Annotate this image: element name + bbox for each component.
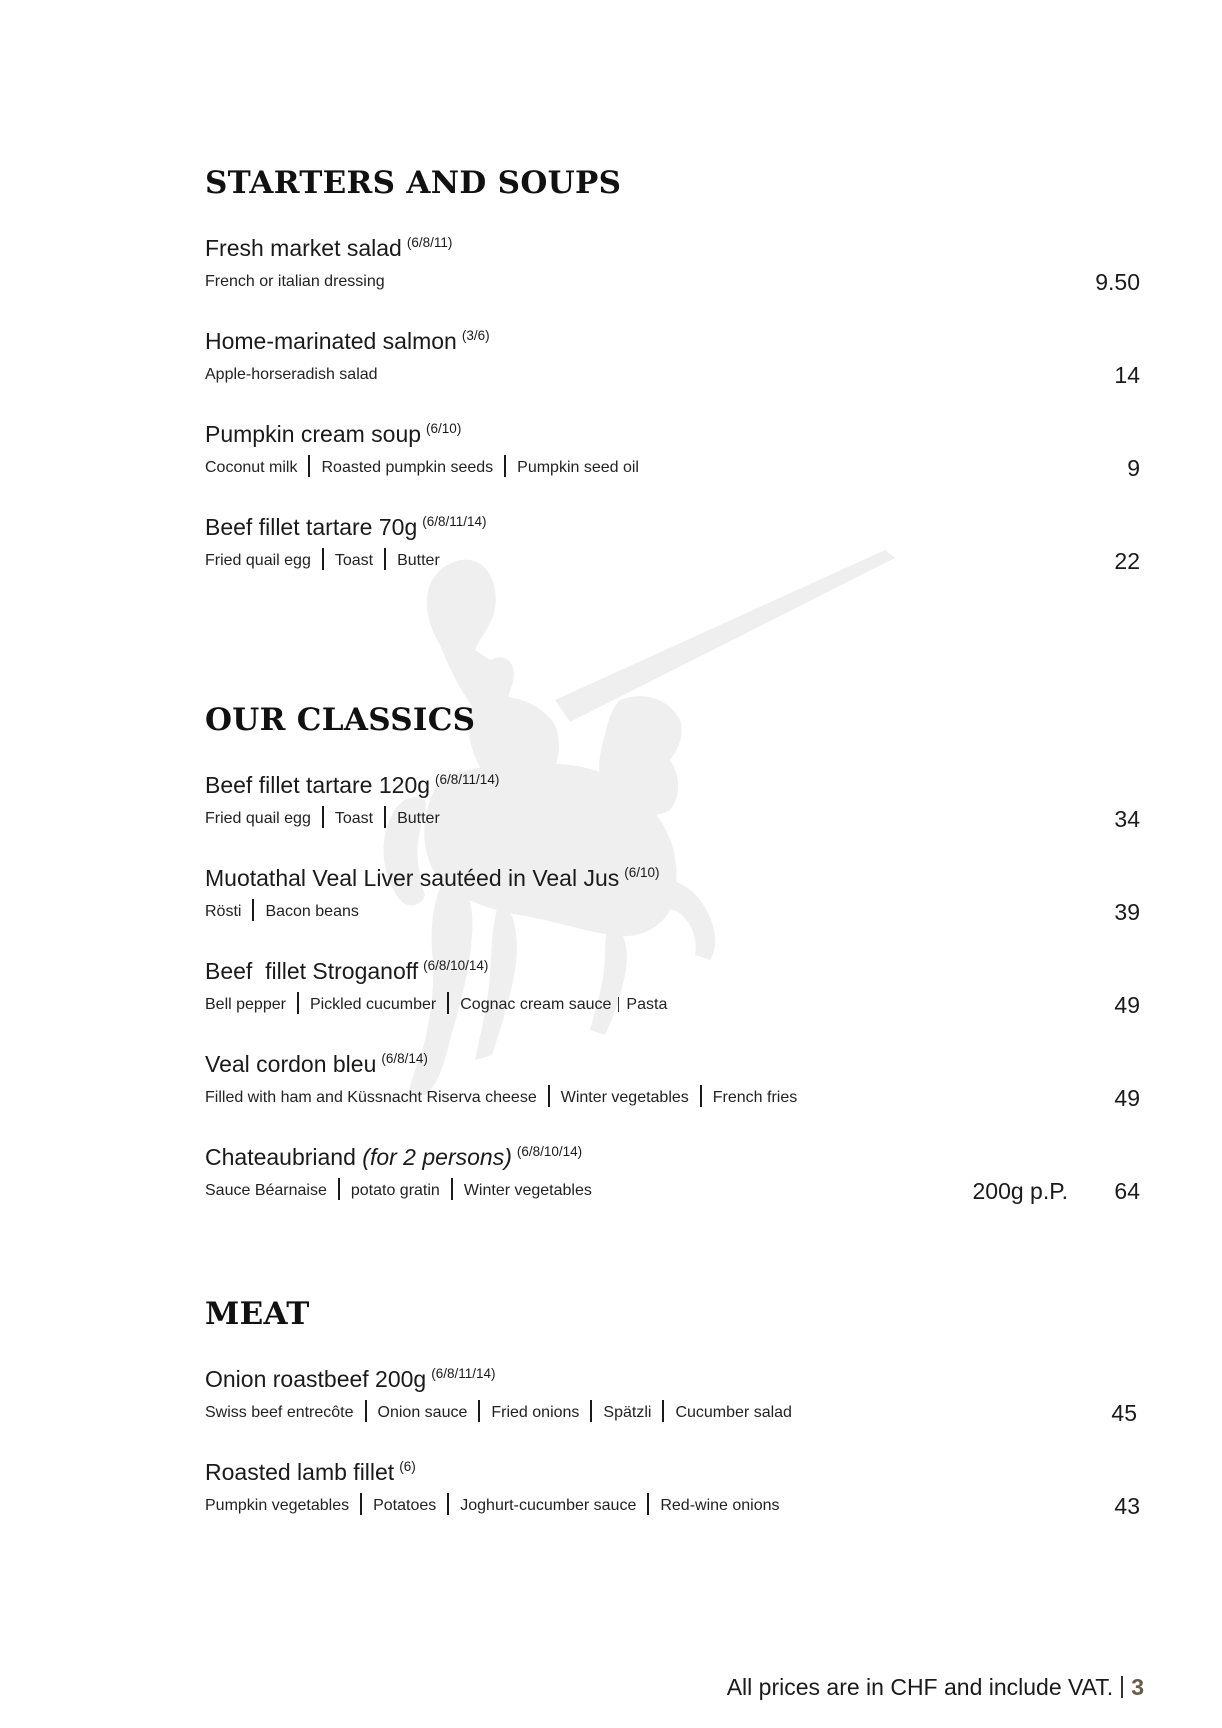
allergen-codes: (6/8/10/14)	[423, 958, 489, 974]
item-price: 9.50	[1095, 269, 1140, 295]
allergen-codes: (6/8/10/14)	[516, 1144, 583, 1160]
section-title: OUR CLASSICS	[205, 702, 476, 738]
item-price: 49	[1114, 992, 1140, 1018]
page-number: 3	[1131, 1674, 1144, 1700]
separator	[447, 992, 449, 1014]
item-price: 22	[1114, 548, 1140, 574]
menu-item	[205, 326, 1140, 419]
separator	[384, 806, 386, 828]
item-description: Coconut milk Roasted pumpkin seeds Pumpkin seed oil	[205, 457, 639, 479]
separator	[338, 1178, 340, 1200]
separator	[590, 1400, 592, 1422]
menu-item	[205, 770, 1140, 863]
allergen-codes: (6/8/11/14)	[435, 772, 500, 788]
menu-item	[205, 863, 1140, 956]
menu-item	[205, 1142, 1140, 1235]
item-name: Beef fillet Stroganoff $^{(6/8/10/14)}$	[205, 958, 489, 984]
separator	[548, 1085, 550, 1107]
item-name: Fresh market salad $^{(6/8/11)}$	[205, 235, 453, 261]
item-portion: 200g p.P.	[972, 1178, 1068, 1204]
item-name: Veal cordon bleu $^{(6/8/14)}$	[205, 1051, 428, 1077]
item-name-note: (for 2 persons)	[362, 1144, 512, 1170]
menu-item	[205, 1364, 1140, 1457]
menu-item	[205, 956, 1140, 1049]
section-meat	[205, 1294, 1140, 1519]
item-description: Pumpkin vegetables Potatoes Joghurt-cucumber sauce Red-wine onions	[205, 1495, 780, 1517]
separator	[478, 1400, 480, 1422]
allergen-codes: (6/10)	[426, 421, 462, 437]
item-name: Muotathal Veal Liver sautéed in Veal Jus $^{(6/10)}$	[205, 865, 660, 891]
separator	[662, 1400, 664, 1422]
separator	[618, 997, 619, 1012]
allergen-codes: (6/8/11/14)	[422, 514, 487, 530]
allergen-codes: (6/10)	[624, 865, 660, 881]
separator	[384, 548, 386, 570]
item-description: Sauce Béarnaise potato gratin Winter vegetables	[205, 1180, 592, 1202]
item-description: Filled with ham and Küssnacht Riserva cheese Winter vegetables French fries	[205, 1087, 797, 1109]
separator	[308, 455, 310, 477]
section-classics	[205, 700, 1140, 1204]
item-description: Apple-horseradish salad	[205, 366, 378, 383]
section-starters	[205, 163, 1140, 574]
item-name: Beef fillet tartare 120g $^{(6/8/11/14)}$	[205, 772, 500, 798]
allergen-codes: (6/8/14)	[381, 1051, 428, 1067]
menu-item	[205, 1049, 1140, 1142]
item-price: 14	[1114, 362, 1140, 388]
separator	[297, 992, 299, 1014]
separator	[647, 1493, 649, 1515]
allergen-codes: (6/8/11/14)	[431, 1366, 496, 1382]
separator	[1121, 1676, 1123, 1698]
item-name: Beef fillet tartare 70g $^{(6/8/11/14)}$	[205, 514, 487, 540]
separator	[451, 1178, 453, 1200]
item-name: Home-marinated salmon $^{(3/6)}$	[205, 328, 490, 354]
item-description: French or italian dressing	[205, 273, 385, 290]
menu-item	[205, 419, 1140, 512]
item-name: Roasted lamb fillet $^{(6)}$	[205, 1459, 416, 1485]
menu-item	[205, 233, 1140, 326]
item-price: 49	[1114, 1085, 1140, 1111]
separator	[322, 806, 324, 828]
separator	[447, 1493, 449, 1515]
item-description: Fried quail egg Toast Butter	[205, 550, 440, 572]
allergen-codes: (3/6)	[461, 328, 490, 344]
separator	[700, 1085, 702, 1107]
section-title: STARTERS AND SOUPS	[205, 165, 622, 201]
item-description: Fried quail egg Toast Butter	[205, 808, 440, 830]
item-description: Rösti Bacon beans	[205, 901, 359, 923]
price-note-footer	[727, 1672, 1144, 1702]
vat-note: All prices are in CHF and include VAT.	[726, 1674, 1114, 1700]
separator	[365, 1400, 367, 1422]
menu-item	[205, 512, 1140, 605]
item-name: Chateaubriand (for 2 persons) $^{(6/8/10/14)}$	[205, 1144, 583, 1170]
item-price: 64	[1114, 1178, 1140, 1204]
separator	[504, 455, 506, 477]
item-price: 34	[1114, 806, 1140, 832]
item-price: 43	[1114, 1493, 1140, 1519]
separator	[360, 1493, 362, 1515]
item-description: Bell pepper Pickled cucumber Cognac cream sauce Pasta	[205, 994, 667, 1016]
section-title: MEAT	[205, 1296, 310, 1332]
allergen-codes: (6/8/11)	[406, 235, 453, 251]
item-description: Swiss beef entrecôte Onion sauce Fried onions Spätzli Cucumber salad	[205, 1402, 792, 1424]
item-price: 45	[1111, 1400, 1137, 1426]
item-name: Pumpkin cream soup $^{(6/10)}$	[205, 421, 462, 447]
item-price: 9	[1127, 455, 1140, 481]
item-name: Onion roastbeef 200g $^{(6/8/11/14)}$	[205, 1366, 496, 1392]
item-price: 39	[1114, 899, 1140, 925]
menu-item	[205, 1457, 1140, 1550]
separator	[322, 548, 324, 570]
separator	[252, 899, 254, 921]
allergen-codes: (6)	[399, 1459, 416, 1475]
